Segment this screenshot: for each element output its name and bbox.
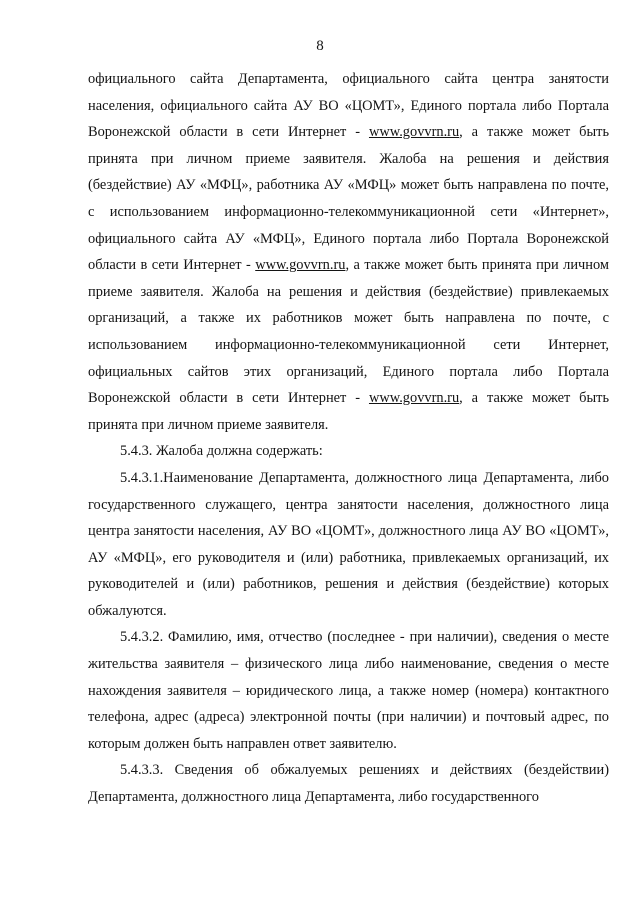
website-link[interactable]: www.govvrn.ru xyxy=(368,124,460,141)
page-number: 8 xyxy=(316,38,324,54)
paragraph-5-4-3-3: 5.4.3.3. Сведения об обжалуемых решениях и действиях (бездействии) Департамента, должностного лица Департамента, либо государственного xyxy=(88,762,609,806)
paragraph-text: официального сайта Департамента, официального сайта центра занятости населения, официального сайта АУ ВО «ЦОМТ», Единого портала либо Портала Воронежской области в сети Интернет - xyxy=(88,71,609,141)
paragraph-text: , а также может быть принята при личном приеме заявителя. Жалоба на решения и действия (бездействие) привлекаемых организаций, а также их работников может быть направлена по почте, с использованием информационно-телекоммуникационной сети Интернет, официальных сайтов этих организаций, Единого портала либо Портала Воронежской области в сети Интернет - xyxy=(88,257,609,407)
paragraph-5-4-3-1: 5.4.3.1.Наименование Департамента, должностного лица Департамента, либо государственного служащего, центра занятости населения, должностного лица центра занятости населения, АУ ВО «ЦОМТ», должностного лица АУ ВО «ЦОМТ», АУ «МФЦ», его руководителя и (или) работника, привлекаемых организаций, их руководителей и (или) работников, решения и действия (бездействие) которых обжалуются. xyxy=(88,469,609,619)
paragraph-5-4-3-2: 5.4.3.2. Фамилию, имя, отчество (последнее - при наличии), сведения о месте жительства заявителя – физического лица либо наименование, сведения о месте нахождения заявителя – юридического лица, а также номер (номера) контактного телефона, адрес (адреса) электронной почты (при наличии) и почтовый адрес, по которым должен быть направлен ответ заявителю. xyxy=(88,629,609,752)
paragraph-5-4-3: 5.4.3. Жалоба должна содержать: xyxy=(120,443,323,460)
document-body xyxy=(88,66,609,811)
website-link[interactable]: www.govvrn.ru xyxy=(255,257,346,274)
website-link[interactable]: www.govvrn.ru xyxy=(368,390,460,407)
paragraph-text: , а также может быть принята при личном приеме заявителя. xyxy=(88,390,610,433)
paragraph-complaint-channels xyxy=(88,66,609,438)
paragraph-text: , а также может быть принята при личном приеме заявителя. Жалоба на решения и действия (бездействие) АУ «МФЦ», работника АУ «МФЦ» может быть направлена по почте, с использованием информационно-телекоммуникационной сети «Интернет», официального сайта АУ «МФЦ», Единого портала либо Портала Воронежской области в сети Интернет - xyxy=(88,124,610,274)
